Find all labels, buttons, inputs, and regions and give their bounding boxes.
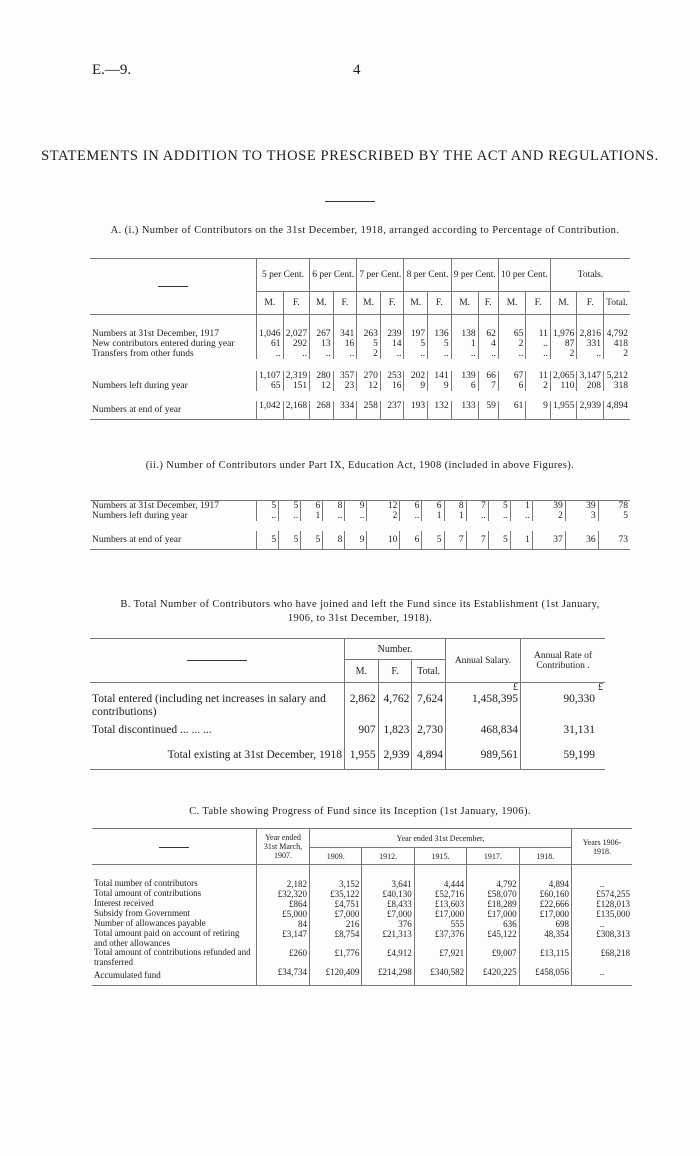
row-label: Total amount of contributions: [94, 888, 202, 899]
cell-value: ..: [279, 511, 301, 526]
cell-value: 263: [357, 329, 381, 339]
group-header: 8 per Cent.: [404, 259, 451, 292]
sub-f-header: F.: [428, 292, 452, 315]
cell-total: 2,730: [412, 719, 446, 741]
cell-value: £214,298: [362, 967, 414, 986]
cell-value: 48,354: [519, 929, 571, 948]
cell-value: 1,976: [550, 329, 577, 339]
cell-value: 84: [257, 919, 310, 929]
cell-value: 5: [488, 526, 510, 550]
cell-value: 334: [333, 396, 357, 420]
row-label: Total discontinued ... ... ...: [92, 724, 212, 736]
cell-value: 13: [310, 339, 334, 349]
cell-value: 4,792: [467, 879, 519, 889]
cell-value: 7: [466, 501, 488, 512]
cell-value: 418: [603, 339, 630, 349]
cell-value: 12: [357, 381, 381, 396]
cell-value: ..: [451, 349, 478, 365]
table-row: [92, 948, 632, 967]
cell-value: £68,218: [572, 948, 633, 967]
cell-value: 9: [404, 381, 428, 396]
cell-value: ..: [577, 349, 604, 365]
cell-value: ..: [257, 349, 284, 365]
cell-value: 5: [257, 501, 279, 512]
cell-value: £8,433: [362, 899, 414, 909]
year-dec-header: Year ended 31st December,: [310, 829, 572, 848]
cell-value: £340,582: [414, 967, 466, 986]
cell-value: £17,000: [519, 909, 571, 919]
cell-value: £52,716: [414, 889, 466, 899]
table-b: [90, 638, 605, 770]
cell-value: 237: [380, 396, 404, 420]
cell-value: £4,751: [310, 899, 362, 909]
row-label: Transfers from other funds: [92, 349, 194, 359]
cell-value: 258: [357, 396, 381, 420]
cell-value: 62: [478, 329, 498, 339]
cell-value: 6: [451, 381, 478, 396]
group-header: 10 per Cent.: [498, 259, 550, 292]
cell-value: 376: [362, 919, 414, 929]
group-header: Totals.: [550, 259, 630, 292]
group-header: 7 per Cent.: [357, 259, 404, 292]
cell-m: 1,955: [345, 741, 379, 770]
cell-value: 39: [565, 501, 598, 512]
cell-salary: 1,458,395: [446, 693, 521, 719]
pound-sign: £: [446, 683, 521, 694]
row-label: Numbers at 31st December, 1917: [92, 329, 220, 339]
sub-m-header: M.: [404, 292, 428, 315]
cell-value: £260: [257, 948, 310, 967]
cell-value: 39: [532, 501, 565, 512]
fund-progress-table: [92, 828, 632, 986]
table-row: [90, 349, 630, 365]
cell-value: 12: [310, 381, 334, 396]
cell-value: 2,939: [577, 396, 604, 420]
cell-value: 216: [310, 919, 362, 929]
table-row: [90, 365, 630, 381]
table-c: [92, 828, 632, 986]
cell-value: 5: [257, 526, 279, 550]
cell-value: 270: [357, 365, 381, 381]
table-row: [92, 967, 632, 986]
cell-value: £8,754: [310, 929, 362, 948]
table-row: [90, 396, 630, 420]
row-label: Subsidy from Government: [94, 908, 190, 919]
cell-value: 16: [333, 339, 357, 349]
cell-value: 138: [451, 329, 478, 339]
cell-value: 2,168: [283, 396, 310, 420]
cell-value: £13,115: [519, 948, 571, 967]
cell-value: £17,000: [414, 909, 466, 919]
cell-value: 36: [565, 526, 598, 550]
cell-value: 1: [510, 526, 532, 550]
sub-f-header: F.: [333, 292, 357, 315]
cell-value: 1: [444, 511, 466, 526]
sub-m-header: M.: [451, 292, 478, 315]
sub-m-header: M.: [357, 292, 381, 315]
cell-value: ..: [526, 339, 551, 349]
cell-value: 331: [577, 339, 604, 349]
cell-value: £45,122: [467, 929, 519, 948]
f-header: F.: [378, 660, 412, 683]
cell-value: 11: [526, 329, 551, 339]
cell-value: 141: [428, 365, 452, 381]
table-row: [90, 381, 630, 396]
cell-value: 4,894: [519, 879, 571, 889]
cell-value: ..: [526, 349, 551, 365]
cell-value: ..: [323, 511, 345, 526]
cell-value: 10: [367, 526, 400, 550]
cell-value: £7,000: [362, 909, 414, 919]
cell-value: 2: [603, 349, 630, 365]
cell-value: ..: [498, 349, 525, 365]
table-a1: [90, 258, 630, 420]
cell-value: 5: [279, 501, 301, 512]
sub-m-header: M.: [257, 292, 284, 315]
cell-value: ..: [310, 349, 334, 365]
cell-value: 555: [414, 919, 466, 929]
years-total-header: Years 1906-1918.: [572, 829, 633, 865]
group-header: 6 per Cent.: [310, 259, 357, 292]
cell-value: 341: [333, 329, 357, 339]
cell-value: 23: [333, 381, 357, 396]
cell-value: ..: [257, 511, 279, 526]
cell-value: 67: [498, 365, 525, 381]
year-header: 1915.: [414, 848, 466, 865]
cell-value: ..: [488, 511, 510, 526]
cell-value: 318: [603, 381, 630, 396]
cell-value: 267: [310, 329, 334, 339]
sub-m-header: M.: [310, 292, 334, 315]
cell-value: 78: [598, 501, 630, 512]
group-header: 5 per Cent.: [257, 259, 310, 292]
cell-value: 151: [283, 381, 310, 396]
year-march-header: Year ended 31st March, 1907.: [257, 829, 310, 865]
cell-total: 4,894: [412, 741, 446, 770]
cell-value: 5: [404, 339, 428, 349]
cell-f: 4,762: [378, 693, 412, 719]
cell-value: £5,000: [257, 909, 310, 919]
cell-value: 9: [345, 526, 367, 550]
row-label: Total number of contributors: [94, 878, 198, 889]
cell-value: £458,056: [519, 967, 571, 986]
cell-value: ..: [466, 511, 488, 526]
cell-value: 5: [279, 526, 301, 550]
cell-value: 8: [323, 501, 345, 512]
cell-value: 59: [478, 396, 498, 420]
sub-f-header: F.: [380, 292, 404, 315]
cell-value: ..: [345, 511, 367, 526]
cell-value: £34,734: [257, 967, 310, 986]
cell-value: 1: [451, 339, 478, 349]
cell-value: £60,160: [519, 889, 571, 899]
cell-value: 3,152: [310, 879, 362, 889]
cell-value: 202: [404, 365, 428, 381]
cell-value: £32,320: [257, 889, 310, 899]
cell-value: 1,042: [257, 396, 284, 420]
cell-value: 110: [550, 381, 577, 396]
cell-value: £13,603: [414, 899, 466, 909]
cell-value: £420,225: [467, 967, 519, 986]
cell-value: 2,319: [283, 365, 310, 381]
cell-value: 2: [532, 511, 565, 526]
sub-f-header: F.: [577, 292, 604, 315]
section-a2-title: (ii.) Number of Contributors under Part IX, Education Act, 1908 (included in above Figures).: [145, 460, 575, 471]
cell-m: 907: [345, 719, 379, 741]
cell-value: 3,641: [362, 879, 414, 889]
cell-value: 9: [428, 381, 452, 396]
row-label: Accumulated fund: [94, 970, 161, 981]
cell-value: 9: [345, 501, 367, 512]
cell-value: 5: [488, 501, 510, 512]
cell-rate: 31,131: [521, 719, 606, 741]
cell-value: £135,000: [572, 909, 633, 919]
cell-value: 5: [301, 526, 323, 550]
cell-value: 16: [380, 381, 404, 396]
cell-value: 280: [310, 365, 334, 381]
year-header: 1909.: [310, 848, 362, 865]
cell-value: £120,409: [310, 967, 362, 986]
sub-m-header: M.: [550, 292, 577, 315]
cell-value: ..: [572, 967, 633, 986]
cell-value: ..: [572, 919, 633, 929]
cell-value: 197: [404, 329, 428, 339]
cell-value: £40,130: [362, 889, 414, 899]
row-label: Total existing at 31st December, 1918: [167, 749, 342, 761]
cell-value: 2,065: [550, 365, 577, 381]
cell-value: 65: [498, 329, 525, 339]
cell-value: 12: [367, 501, 400, 512]
cell-value: 1,107: [257, 365, 284, 381]
cell-value: £18,289: [467, 899, 519, 909]
cell-value: 139: [451, 365, 478, 381]
cell-value: ..: [510, 511, 532, 526]
cell-rate: 59,199: [521, 741, 606, 770]
cell-value: 5,212: [603, 365, 630, 381]
cell-rate: 90,330: [521, 693, 606, 719]
cell-value: 7: [444, 526, 466, 550]
cell-value: £58,070: [467, 889, 519, 899]
document-code: E.—9.: [92, 62, 132, 78]
row-label: [90, 365, 257, 381]
table-row: [92, 889, 632, 899]
cell-value: ..: [572, 879, 633, 889]
cell-value: £7,921: [414, 948, 466, 967]
year-header: 1918.: [519, 848, 571, 865]
cell-value: £3,147: [257, 929, 310, 948]
cell-value: 6: [422, 501, 444, 512]
row-label: New contributors entered during year: [92, 339, 235, 349]
cell-value: 5: [422, 526, 444, 550]
cell-value: £7,000: [310, 909, 362, 919]
cell-value: £37,376: [414, 929, 466, 948]
cell-value: 4: [478, 339, 498, 349]
sub-total-header: Total.: [603, 292, 630, 315]
cell-value: 7: [478, 381, 498, 396]
cell-value: £574,255: [572, 889, 633, 899]
table-row: [90, 501, 630, 512]
table-row: [90, 526, 630, 550]
number-header: Number.: [345, 639, 446, 660]
cell-value: £128,013: [572, 899, 633, 909]
total-header: Total.: [412, 660, 446, 683]
cell-salary: 468,834: [446, 719, 521, 741]
cell-salary: 989,561: [446, 741, 521, 770]
table-row: [90, 329, 630, 339]
cell-value: 292: [283, 339, 310, 349]
cell-value: 5: [598, 511, 630, 526]
cell-total: 7,624: [412, 693, 446, 719]
cell-value: 8: [323, 526, 345, 550]
cell-value: 3: [565, 511, 598, 526]
cell-value: 239: [380, 329, 404, 339]
cell-value: 1,955: [550, 396, 577, 420]
cell-value: 66: [478, 365, 498, 381]
cell-value: £1,776: [310, 948, 362, 967]
cell-value: ..: [380, 349, 404, 365]
row-label: Numbers at 31st December, 1917: [92, 501, 220, 511]
cell-value: £4,912: [362, 948, 414, 967]
row-label: Interest received: [94, 898, 154, 909]
cell-value: 132: [428, 396, 452, 420]
row-label: Number of allowances payable: [94, 918, 206, 929]
cell-value: 208: [577, 381, 604, 396]
cell-value: £17,000: [467, 909, 519, 919]
cell-m: 2,862: [345, 693, 379, 719]
sub-m-header: M.: [498, 292, 525, 315]
cell-value: 1: [510, 501, 532, 512]
cell-value: 5: [428, 339, 452, 349]
cell-value: £9,007: [467, 948, 519, 967]
cell-value: ..: [478, 349, 498, 365]
rate-header: Annual Rate of Contribution .: [521, 639, 606, 683]
cell-value: 133: [451, 396, 478, 420]
sub-f-header: F.: [283, 292, 310, 315]
pound-sign: £: [521, 683, 606, 694]
cell-value: 87: [550, 339, 577, 349]
row-label: Total entered (including net increases in salary and contributions): [92, 693, 326, 718]
cell-value: 5: [357, 339, 381, 349]
row-label: Numbers left during year: [92, 511, 188, 521]
cell-value: ..: [404, 349, 428, 365]
cell-value: 2: [367, 511, 400, 526]
part-ix-contributors-table: [90, 500, 630, 550]
table-row: [90, 511, 630, 526]
main-title: STATEMENTS IN ADDITION TO THOSE PRESCRIBED BY THE ACT AND REGULATIONS.: [41, 148, 659, 164]
row-label: Total amount of contributions refunded and transferred: [94, 947, 251, 967]
cell-value: 73: [598, 526, 630, 550]
m-header: M.: [345, 660, 379, 683]
sub-f-header: F.: [526, 292, 551, 315]
cell-value: £864: [257, 899, 310, 909]
cell-value: 1: [422, 511, 444, 526]
total-contributors-table: [90, 638, 605, 770]
section-b-title: B. Total Number of Contributors who have joined and left the Fund since its Establishment (1st January, 1906, to 31st December, 1918).: [120, 599, 600, 624]
cell-value: 61: [257, 339, 284, 349]
cell-value: 253: [380, 365, 404, 381]
sub-f-header: F.: [478, 292, 498, 315]
year-header: 1917.: [467, 848, 519, 865]
cell-value: 698: [519, 919, 571, 929]
cell-value: 4,792: [603, 329, 630, 339]
cell-value: 6: [400, 501, 422, 512]
cell-value: 6: [301, 501, 323, 512]
cell-value: ..: [428, 349, 452, 365]
cell-value: 2,182: [257, 879, 310, 889]
cell-value: 14: [380, 339, 404, 349]
cell-value: 9: [526, 396, 551, 420]
cell-value: 357: [333, 365, 357, 381]
salary-header: Annual Salary.: [446, 639, 521, 683]
cell-value: 4,444: [414, 879, 466, 889]
group-header: 9 per Cent.: [451, 259, 498, 292]
cell-value: £21,313: [362, 929, 414, 948]
table-row: [92, 929, 632, 948]
cell-value: ..: [400, 511, 422, 526]
cell-value: £35,122: [310, 889, 362, 899]
cell-value: 636: [467, 919, 519, 929]
cell-value: 2,816: [577, 329, 604, 339]
cell-value: 65: [257, 381, 284, 396]
cell-value: 2,027: [283, 329, 310, 339]
cell-value: 37: [532, 526, 565, 550]
row-label: Total amount paid on account of retiring and other allowances: [94, 928, 240, 948]
cell-value: 3,147: [577, 365, 604, 381]
cell-value: £308,313: [572, 929, 633, 948]
cell-f: 2,939: [378, 741, 412, 770]
cell-value: £22,666: [519, 899, 571, 909]
cell-value: 1: [301, 511, 323, 526]
contributors-by-percentage-table: [90, 258, 630, 420]
cell-value: ..: [333, 349, 357, 365]
cell-value: ..: [283, 349, 310, 365]
cell-value: 136: [428, 329, 452, 339]
row-label: Numbers left during year: [92, 381, 188, 391]
cell-value: 268: [310, 396, 334, 420]
cell-value: 6: [498, 381, 525, 396]
year-header: 1912.: [362, 848, 414, 865]
row-label: Numbers at end of year: [92, 405, 182, 415]
section-c-title: C. Table showing Progress of Fund since its Inception (1st January, 1906).: [189, 806, 531, 817]
cell-value: 2: [526, 381, 551, 396]
row-label: Numbers at end of year: [92, 535, 182, 545]
page-number: 4: [353, 62, 361, 78]
cell-f: 1,823: [378, 719, 412, 741]
cell-value: 1,046: [257, 329, 284, 339]
cell-value: 2: [550, 349, 577, 365]
table-row: [90, 339, 630, 349]
cell-value: 11: [526, 365, 551, 381]
cell-value: 193: [404, 396, 428, 420]
cell-value: 2: [357, 349, 381, 365]
cell-value: 8: [444, 501, 466, 512]
cell-value: 2: [498, 339, 525, 349]
cell-value: 6: [400, 526, 422, 550]
title-rule: [325, 201, 375, 202]
stub-header: [90, 259, 257, 315]
cell-value: 4,894: [603, 396, 630, 420]
table-a2: [90, 500, 630, 550]
cell-value: 61: [498, 396, 525, 420]
cell-value: 7: [466, 526, 488, 550]
section-a1-title: A. (i.) Number of Contributors on the 31st December, 1918, arranged according to Percentage of Contribution.: [110, 225, 620, 236]
